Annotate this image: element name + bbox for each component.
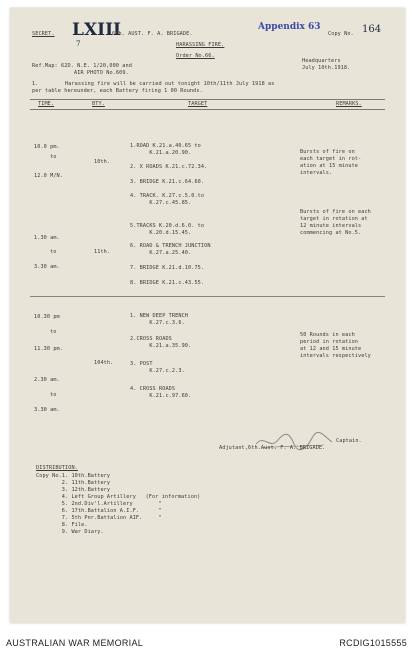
secret-label: SECRET.	[32, 31, 55, 37]
distribution-item: 6. 17th.Battalion A.I.F. "	[36, 508, 162, 514]
order-date: July 10th.1918.	[302, 65, 351, 71]
target-cell: K.27.c.3.6.	[130, 320, 185, 326]
paragraph-number: 1.	[32, 81, 39, 87]
appendix-stamp: Appendix 63	[258, 22, 321, 32]
table-top-rule	[30, 99, 385, 100]
time-cell: to	[50, 249, 57, 255]
remarks-cell: at 12 and 15 minute	[300, 346, 362, 352]
distribution-item: 4. Left Group Artillery (For information)	[36, 494, 201, 500]
target-cell: 1. NEW DEEP TRENCH	[130, 313, 189, 319]
intro-line-2: per table hereunder, each Battery firing 1 00 Rounds.	[32, 88, 203, 94]
target-cell: 3. POST	[130, 361, 153, 367]
handwritten-margin-mark: 7	[76, 40, 81, 48]
target-cell: K.21.c.97.60.	[130, 393, 192, 399]
remarks-cell: target in rotation at	[300, 216, 368, 222]
target-cell: K.21.a.20.90.	[130, 150, 192, 156]
target-cell: 2.CROSS ROADS	[130, 336, 172, 342]
reference-map: Ref.Map: 62D. N.E. 1/20,000 and	[32, 63, 132, 69]
brigade-line: 6th. AUST. F. A. BRIGADE.	[112, 31, 193, 37]
time-cell: to	[50, 154, 57, 160]
copy-number: Copy No.	[328, 31, 354, 37]
remarks-cell: Bursts of fire on each	[300, 209, 371, 215]
remarks-cell: Bursts of fire on	[300, 149, 355, 155]
order-number: Order No.66.	[176, 53, 215, 59]
column-header-remarks: REMARKS.	[336, 101, 362, 107]
distribution-item: 2. 11th.Battery	[36, 480, 111, 486]
target-cell: K.27.c.45.85.	[130, 200, 192, 206]
target-cell: K.20.d.15.45.	[130, 230, 192, 236]
target-cell: 8. BRIDGE K.21.c.43.55.	[130, 280, 205, 286]
time-cell: 1.30 am.	[34, 235, 60, 241]
target-cell: 4. CROSS ROADS	[130, 386, 176, 392]
archive-name: AUSTRALIAN WAR MEMORIAL	[6, 638, 144, 648]
air-photo: AIR PHOTO No.609.	[74, 70, 129, 76]
handwritten-roman-numeral: LXIII	[72, 20, 121, 40]
remarks-cell: period in rotation	[300, 339, 359, 345]
time-cell: 10.30 pm	[34, 314, 60, 320]
column-header-time: TIME.	[38, 101, 55, 107]
time-cell: 12.0 M/N.	[34, 173, 64, 179]
distribution-heading: DISTRIBUTION.	[36, 465, 78, 471]
remarks-cell: 12 minute intervals	[300, 223, 362, 229]
remarks-cell: intervals.	[300, 170, 333, 176]
signatory-title: Adjutant,6th.Aust. F. A. BRIGADE.	[219, 445, 326, 451]
column-header-target: TARGET	[188, 101, 208, 107]
time-cell: 11.30 pm.	[34, 346, 64, 352]
block-separator-rule	[30, 296, 385, 297]
time-cell: 3.30 am.	[34, 407, 60, 413]
time-cell: 3.30 am.	[34, 264, 60, 270]
time-cell: 2.30 am.	[34, 377, 60, 383]
distribution-item: 9. War Diary.	[36, 529, 104, 535]
target-cell: 7. BRIDGE K.21.d.10.75.	[130, 265, 205, 271]
time-cell: to	[50, 329, 57, 335]
target-cell: 5.TRACKS K.20.d.6.0. to	[130, 223, 205, 229]
target-cell: K.21.a.35.90.	[130, 343, 192, 349]
distribution-item: Copy No.1. 10th.Battery	[36, 473, 111, 479]
distribution-item: 5. 2nd.Div'l.Artillery "	[36, 501, 162, 507]
archive-footer	[0, 632, 413, 654]
time-cell: 10.0 pm.	[34, 144, 60, 150]
signatory-rank: Captain.	[336, 438, 362, 444]
target-cell: 4. TRACK. K.27.c.5.0.to	[130, 193, 205, 199]
headquarters-label: Headquarters	[302, 58, 341, 64]
battery-cell: 104th.	[94, 360, 114, 366]
remarks-cell: 50 Rounds in each	[300, 332, 355, 338]
harassing-fire-heading: HARASSING FIRE.	[176, 42, 225, 48]
remarks-cell: each target in rot-	[300, 156, 362, 162]
document-page	[10, 8, 405, 623]
target-cell: K.27.a.25.40.	[130, 250, 192, 256]
target-cell: K.27.c.2.3.	[130, 368, 185, 374]
column-header-battery: BTY.	[92, 101, 105, 107]
battery-cell: 10th.	[94, 159, 111, 165]
battery-cell: 11th.	[94, 249, 111, 255]
intro-line-1: Harassing fire will be carried out tonight 10th/11th July 1918 as	[65, 81, 275, 87]
table-header-rule	[30, 109, 385, 110]
distribution-item: 3. 12th.Battery	[36, 487, 111, 493]
time-cell: to	[50, 392, 57, 398]
target-cell: 3. BRIDGE K.21.c.64.60.	[130, 179, 205, 185]
target-cell: 2. X ROADS K.21.c.72.34.	[130, 164, 208, 170]
target-cell: 1.ROAD K.21.a.40.65 to	[130, 143, 201, 149]
remarks-cell: ation at 15 minute	[300, 163, 359, 169]
remarks-cell: commencing at No.5.	[300, 230, 362, 236]
distribution-item: 7. 5th Pnr.Battalion AIF. "	[36, 515, 162, 521]
distribution-item: 8. File.	[36, 522, 88, 528]
remarks-cell: intervals respectively	[300, 353, 371, 359]
archive-reference: RCDIG1015555	[339, 638, 407, 648]
target-cell: 6. ROAD & TRENCH JUNCTION	[130, 243, 211, 249]
page-number-handwritten: 164	[362, 24, 382, 35]
